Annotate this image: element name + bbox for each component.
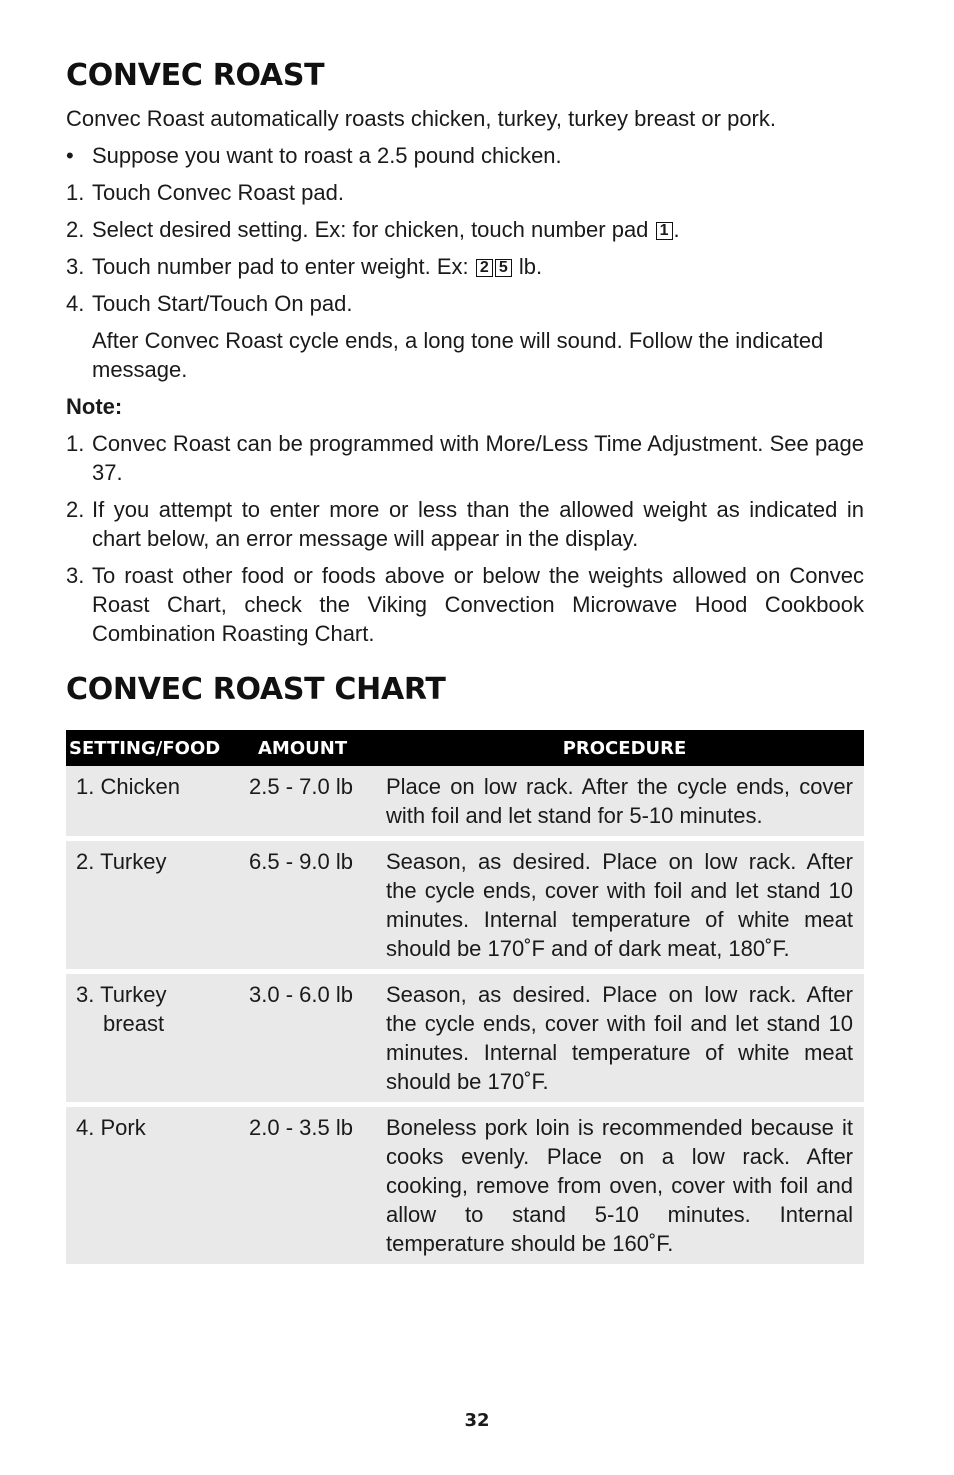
- procedure-cell: Place on low rack. After the cycle ends, cover with foil and let stand for 5-10 minutes.: [385, 766, 864, 836]
- example-bullet: [66, 141, 864, 170]
- step-text-before: Touch number pad to enter weight. Ex:: [92, 254, 475, 279]
- row-number: 2.: [76, 849, 95, 874]
- bullet-text: Suppose you want to roast a 2.5 pound chicken.: [92, 143, 562, 168]
- bullet-icon: •: [66, 143, 74, 168]
- food-cell: [66, 1107, 249, 1264]
- step-number: 2.: [66, 217, 85, 242]
- step-text: [92, 215, 864, 244]
- step-4: [66, 289, 864, 318]
- after-message: After Convec Roast cycle ends, a long tone will sound. Follow the indicated message.: [92, 328, 824, 382]
- food-name: Turkey: [100, 849, 167, 874]
- row-number: 4.: [76, 1115, 95, 1140]
- table-row: [66, 1107, 864, 1264]
- procedure-cell: Boneless pork loin is recommended because it cooks evenly. Place on a low rack. After cooking, remove from oven, cover with foil and allow to stand 5-10 minutes. Internal temperature should be 160˚F.: [385, 1107, 864, 1264]
- page-number: 32: [464, 1410, 490, 1431]
- note-label: Note:: [66, 394, 123, 419]
- food-name: Pork: [100, 1115, 146, 1140]
- number-pad-key: 5: [495, 259, 512, 277]
- step-text-after: .: [673, 217, 680, 242]
- row-number: 1.: [76, 774, 95, 799]
- note-text: Convec Roast can be programmed with More/Less Time Adjustment. See page 37.: [92, 431, 864, 485]
- step-number: 1.: [66, 180, 85, 205]
- food-name: Chicken: [100, 774, 180, 799]
- food-name-line2: breast: [103, 1011, 165, 1036]
- note-text: If you attempt to enter more or less than the allowed weight as indicated in chart below, an error message will appear in the display.: [92, 497, 864, 551]
- step-text: Touch Convec Roast pad.: [92, 180, 344, 205]
- chart-title: CONVEC ROAST CHART: [66, 672, 446, 707]
- note-3: [66, 561, 864, 648]
- food-name: Turkey: [100, 982, 167, 1007]
- row-number: 3.: [76, 982, 95, 1007]
- number-pad-key: 1: [656, 222, 673, 240]
- intro-text: Convec Roast automatically roasts chicken, turkey, turkey breast or pork.: [66, 106, 776, 131]
- note-text: To roast other food or foods above or below the weights allowed on Convec Roast Chart, check the Viking Convection Microwave Hood Cookbook Combination Roasting Chart.: [92, 563, 864, 646]
- section-title: CONVEC ROAST: [66, 58, 325, 93]
- food-cell: [66, 766, 249, 836]
- convec-roast-table: [66, 730, 864, 1264]
- manual-page: [66, 56, 864, 1264]
- amount-cell: 2.0 - 3.5 lb: [249, 1107, 385, 1264]
- step-text: Touch Start/Touch On pad.: [92, 291, 353, 316]
- step-3: [66, 252, 864, 281]
- step-number: 3.: [66, 254, 85, 279]
- step-2: [66, 215, 864, 244]
- amount-cell: 2.5 - 7.0 lb: [249, 766, 385, 836]
- note-2: [66, 495, 864, 553]
- note-1: [66, 429, 864, 487]
- note-number: 2.: [66, 497, 85, 522]
- step-1: [66, 178, 864, 207]
- step-number: 4.: [66, 291, 85, 316]
- table-header-row: [66, 730, 864, 766]
- header-procedure: PROCEDURE: [385, 730, 864, 766]
- step-text-after: lb.: [512, 254, 543, 279]
- table-row: [66, 841, 864, 969]
- table-row: [66, 766, 864, 836]
- header-setting-food: SETTING/FOOD: [66, 730, 249, 766]
- step-text: [92, 252, 864, 281]
- number-pad-key: 2: [476, 259, 493, 277]
- table-row: [66, 974, 864, 1102]
- procedure-cell: Season, as desired. Place on low rack. After the cycle ends, cover with foil and let stand 10 minutes. Internal temperature of white meat should be 170˚F and of dark meat, 180˚F.: [385, 841, 864, 969]
- food-cell: [66, 974, 249, 1102]
- header-amount: AMOUNT: [249, 730, 385, 766]
- note-number: 3.: [66, 563, 85, 588]
- food-cell: [66, 841, 249, 969]
- amount-cell: 6.5 - 9.0 lb: [249, 841, 385, 969]
- note-number: 1.: [66, 431, 85, 456]
- amount-cell: 3.0 - 6.0 lb: [249, 974, 385, 1102]
- procedure-cell: Season, as desired. Place on low rack. After the cycle ends, cover with foil and let stand 10 minutes. Internal temperature of white meat should be 170˚F.: [385, 974, 864, 1102]
- step-text-before: Select desired setting. Ex: for chicken, touch number pad: [92, 217, 655, 242]
